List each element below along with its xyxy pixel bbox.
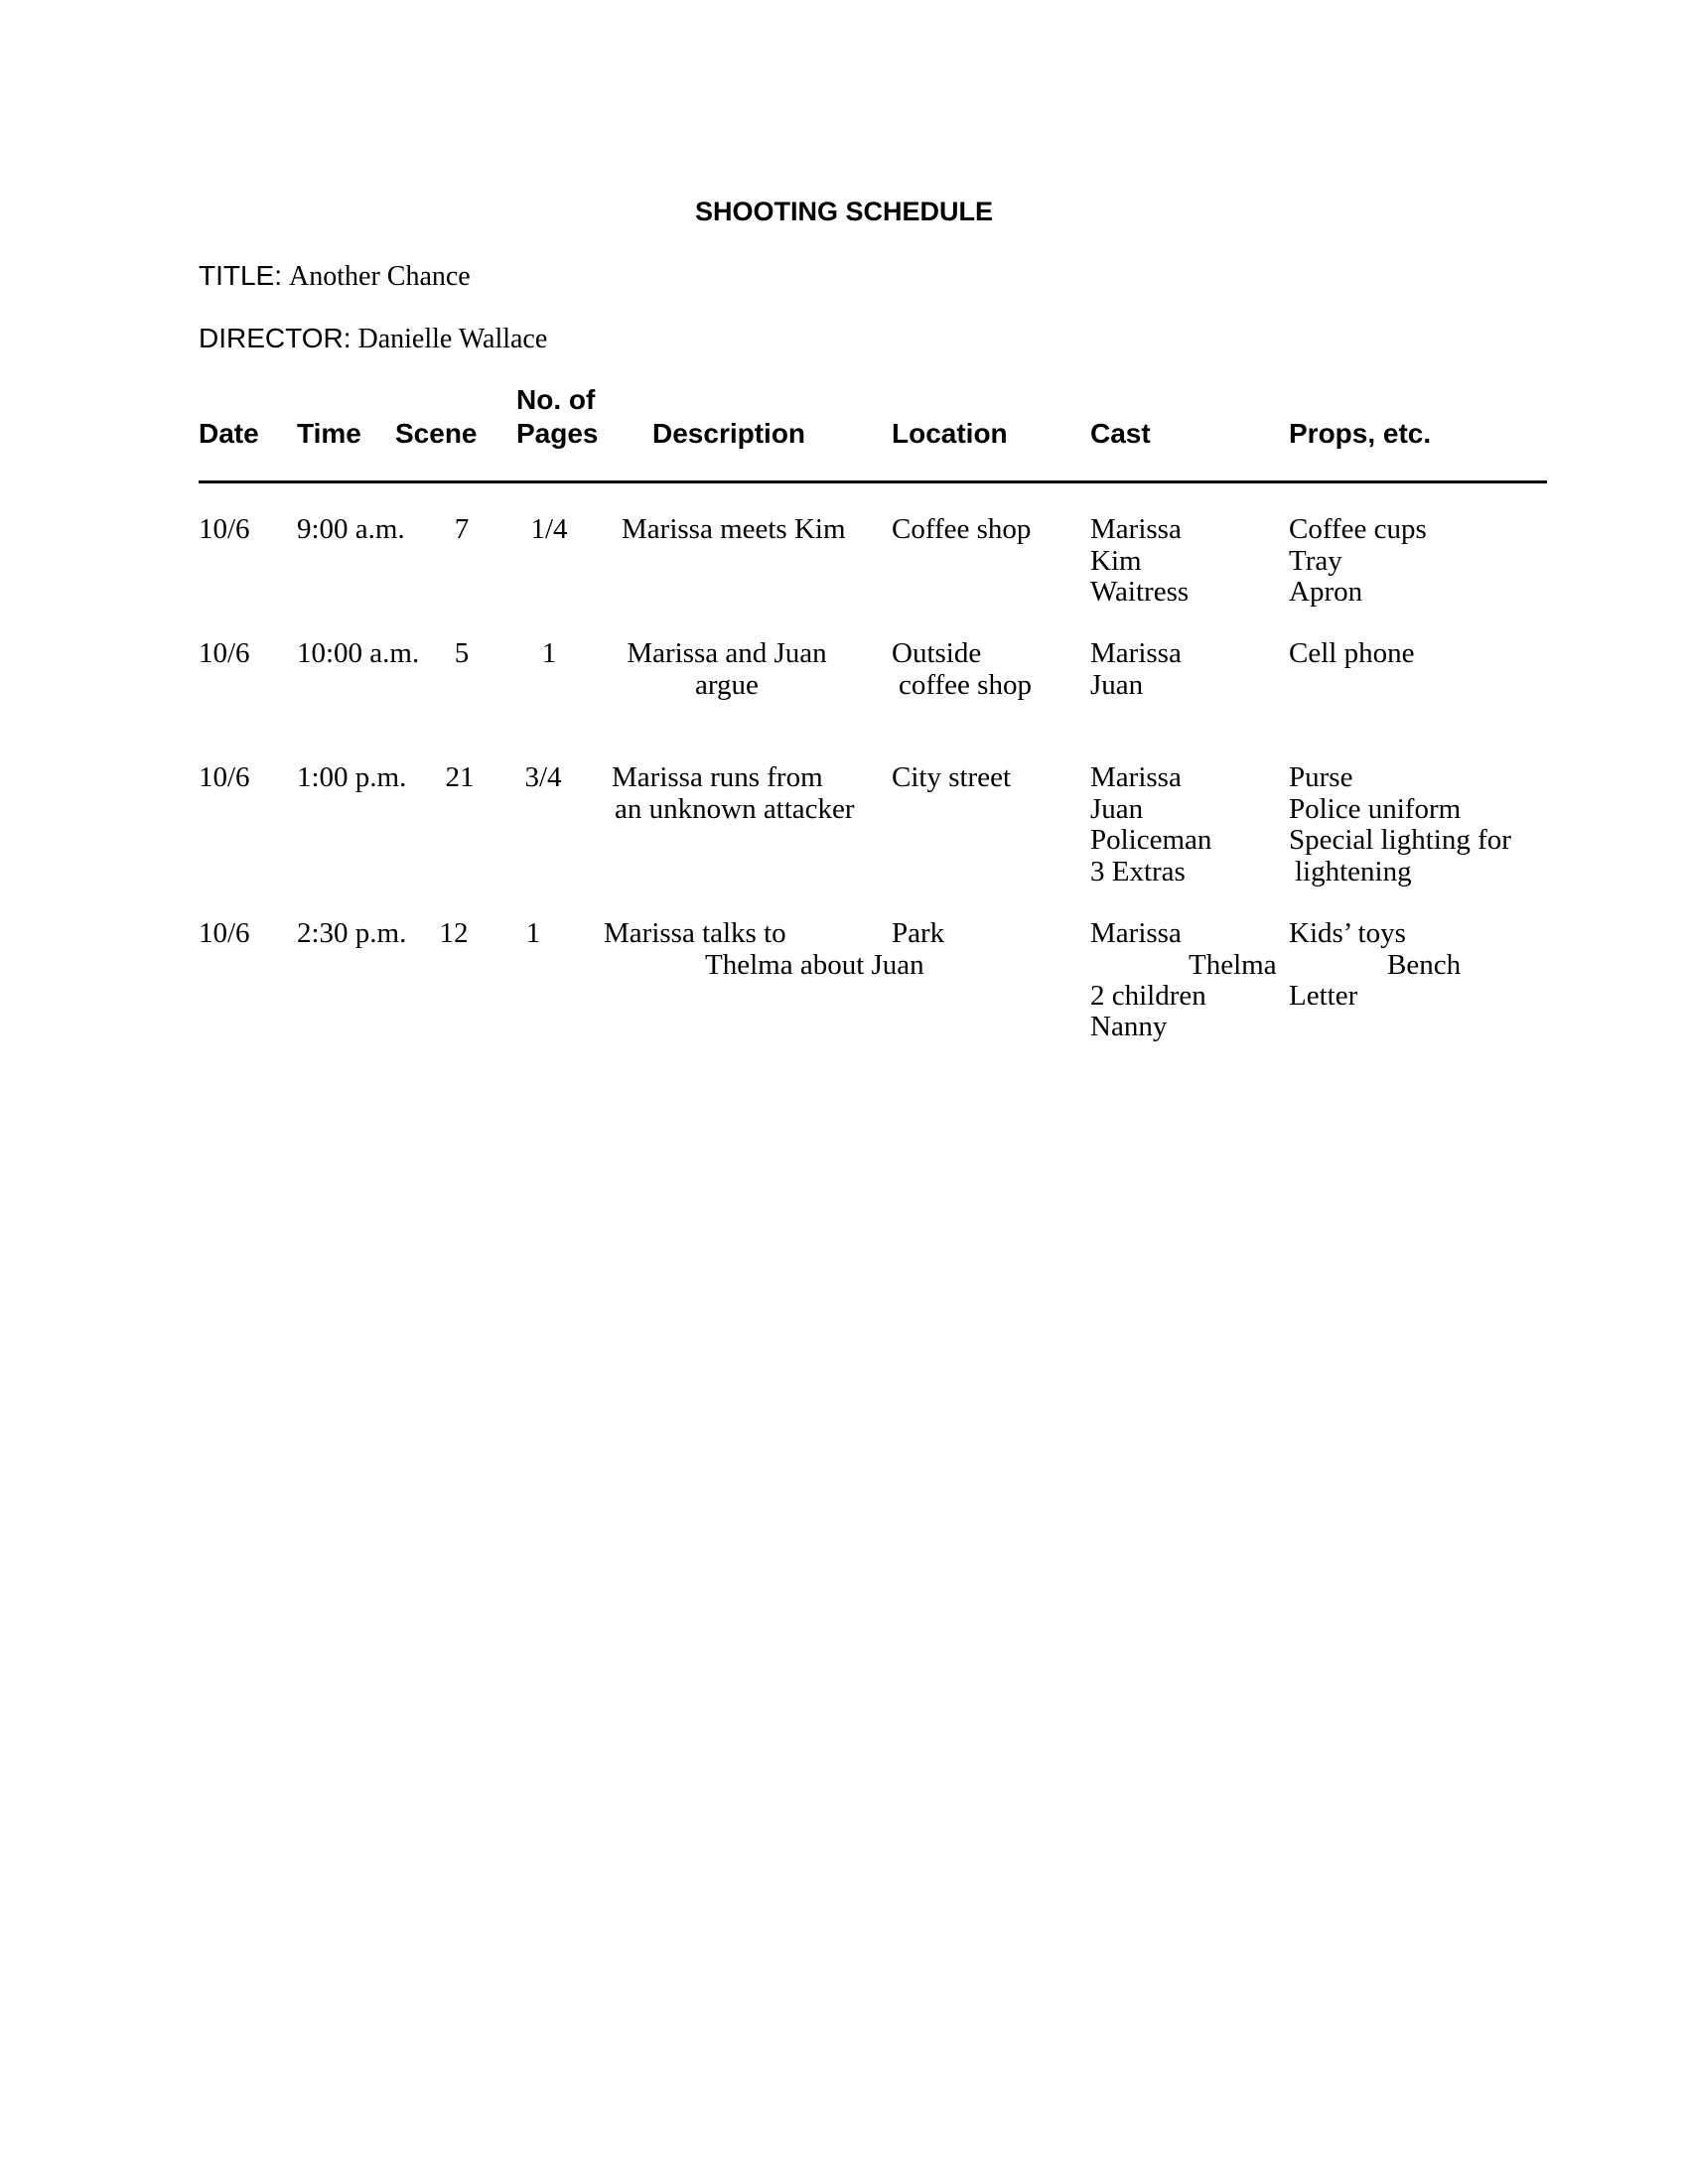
cell-location: City street (892, 761, 1012, 793)
director-label: DIRECTOR: (199, 323, 352, 353)
cell-date: 10/6 (199, 761, 250, 793)
description-line: Thelma about Juan (705, 949, 924, 981)
cell-time: 1:00 p.m. (297, 761, 407, 793)
title-line (199, 260, 471, 293)
cell-time: 9:00 a.m. (297, 513, 405, 545)
cell-pages: 3/4 (524, 761, 562, 793)
column-header-pages-line2: Pages (516, 418, 599, 449)
director-value: Danielle Wallace (357, 324, 548, 354)
description-line: Marissa talks to (604, 917, 786, 949)
cell-location: Coffee shop (892, 513, 1032, 545)
cell-props (1289, 762, 1511, 887)
prop-item: Apron (1289, 576, 1363, 608)
cell-date: 10/6 (199, 917, 250, 949)
description-line: an unknown attacker (615, 792, 855, 825)
cell-pages: 1 (541, 637, 557, 669)
cast-name: Marissa (1090, 917, 1182, 949)
cell-cast (1090, 514, 1189, 609)
prop-item: Police uniform (1289, 792, 1462, 825)
cell-pages: 1/4 (530, 513, 568, 545)
cast-name: Thelma (1189, 949, 1277, 981)
cast-name: Waitress (1090, 576, 1190, 608)
description-line: Marissa runs from (612, 761, 823, 793)
prop-item: Tray (1289, 544, 1342, 577)
cast-name: Marissa (1090, 513, 1182, 545)
director-line (199, 323, 547, 355)
cell-date: 10/6 (199, 637, 250, 669)
prop-item: Letter (1289, 980, 1358, 1012)
cast-name: Policeman (1090, 824, 1212, 856)
prop-item: Bench (1387, 949, 1462, 981)
cell-location (892, 638, 1032, 701)
cell-description (608, 638, 846, 701)
column-header-props: Props, etc. (1289, 418, 1432, 449)
prop-item: Kids’ toys (1289, 917, 1406, 949)
cast-name: Juan (1090, 792, 1144, 825)
cell-props (1289, 638, 1414, 670)
page-title: SHOOTING SCHEDULE (694, 197, 994, 226)
cell-scene: 7 (454, 513, 470, 545)
column-header-pages (516, 383, 599, 451)
column-header-location: Location (892, 418, 1008, 449)
cast-name: Nanny (1090, 1011, 1168, 1042)
cell-location: Park (892, 917, 945, 949)
column-header-pages-line1: No. of (516, 384, 596, 415)
cast-name: 3 Extras (1090, 855, 1186, 887)
prop-item: Purse (1289, 761, 1353, 793)
location-line: Outside (892, 637, 982, 669)
cell-description (612, 762, 855, 825)
column-header-date: Date (199, 418, 259, 449)
cast-name: Juan (1090, 668, 1144, 701)
description-line: argue (695, 668, 759, 701)
cell-pages: 1 (525, 917, 541, 949)
location-line: coffee shop (899, 668, 1032, 701)
cell-description: Marissa meets Kim (622, 513, 846, 545)
cell-scene: 5 (454, 637, 470, 669)
cell-cast (1090, 762, 1211, 887)
cast-name: Kim (1090, 544, 1142, 577)
prop-item: Special lighting for (1289, 824, 1511, 856)
cell-date: 10/6 (199, 513, 250, 545)
column-header-time: Time (297, 418, 361, 449)
prop-item: lightening (1295, 855, 1412, 887)
cell-time: 2:30 p.m. (297, 917, 407, 949)
cast-name: 2 children (1090, 980, 1206, 1012)
cast-name: Marissa (1090, 761, 1182, 793)
title-value: Another Chance (289, 261, 471, 292)
cell-scene: 21 (445, 761, 475, 793)
cell-cast (1090, 638, 1182, 701)
cell-scene: 12 (439, 917, 469, 949)
cell-props (1289, 514, 1427, 609)
column-header-scene: Scene (395, 418, 478, 449)
title-label: TITLE: (199, 260, 283, 291)
cast-name: Marissa (1090, 637, 1182, 669)
prop-item: Coffee cups (1289, 513, 1427, 545)
header-divider (199, 480, 1547, 483)
column-header-cast: Cast (1090, 418, 1151, 449)
description-line: Marissa and Juan (627, 637, 827, 669)
column-header-description: Description (652, 418, 806, 449)
cell-time: 10:00 a.m. (297, 637, 420, 669)
prop-item: Cell phone (1289, 637, 1415, 669)
